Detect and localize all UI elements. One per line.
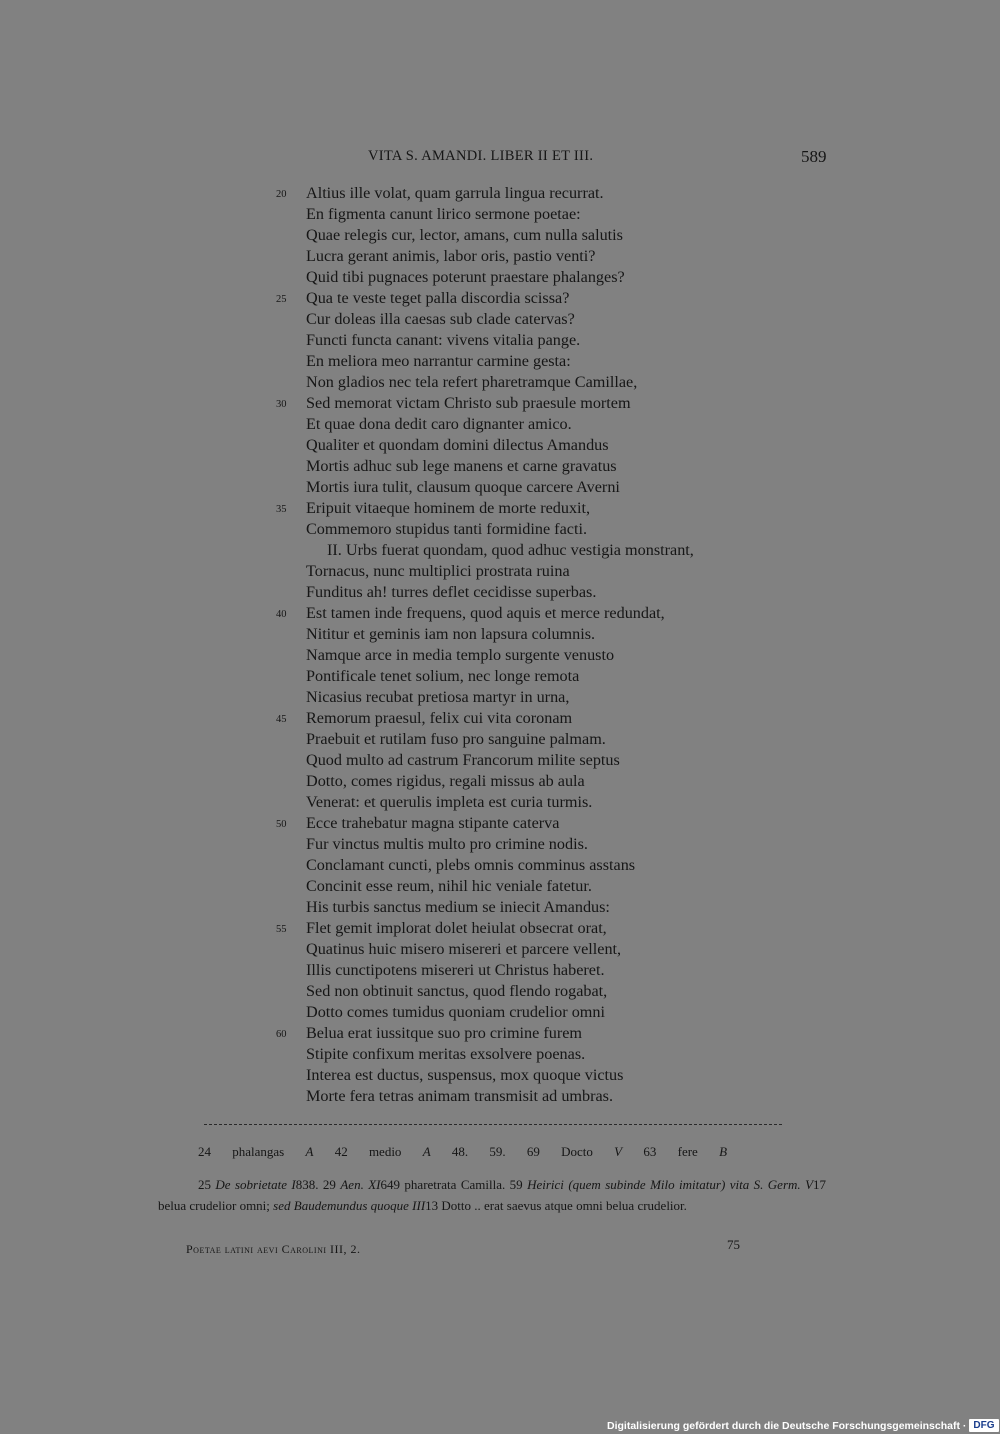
line-number: 55 [276, 924, 287, 935]
verse-line [0, 414, 1000, 435]
verse-line-text: Flet gemit implorat dolet heiulat obsecrat orat, [306, 919, 607, 937]
dfg-credit-text: Digitalisierung gefördert durch die Deutsche Forschungsgemeinschaft · [607, 1419, 967, 1432]
verse-line [0, 1023, 1000, 1044]
verse-line [0, 393, 1000, 414]
verse-line-text: Quae relegis cur, lector, amans, cum nulla salutis [306, 226, 623, 244]
verse-line [0, 897, 1000, 918]
verse-line-text: Remorum praesul, felix cui vita coronam [306, 709, 573, 727]
verse-line [0, 1065, 1000, 1086]
verse-line-text: Qualiter et quondam domini dilectus Amandus [306, 436, 609, 454]
verse-line-text: Mortis iura tulit, clausum quoque carcere Averni [306, 478, 620, 496]
verse-line [0, 855, 1000, 876]
verse-line [0, 561, 1000, 582]
verse-line-text: En meliora meo narrantur carmine gesta: [306, 352, 571, 370]
line-number: 20 [276, 189, 287, 200]
verse-line-text: Tornacus, nunc multiplici prostrata ruina [306, 562, 570, 580]
verse-line-text: Pontificale tenet solium, nec longe remota [306, 667, 580, 685]
page-number: 589 [801, 147, 827, 166]
verse-line-text: Dotto comes tumidus quoniam crudelior omni [306, 1003, 605, 1021]
verse-line-text: En figmenta canunt lirico sermone poetae: [306, 205, 581, 223]
verse-line-text: Morte fera tetras animam transmisit ad umbras. [306, 1087, 614, 1105]
verse-line [0, 624, 1000, 645]
verse-line-text: Eripuit vitaeque hominem de morte reduxit, [306, 499, 591, 517]
line-number: 60 [276, 1029, 287, 1040]
verse-text [0, 183, 1000, 1107]
verse-line [0, 1044, 1000, 1065]
verse-line [0, 750, 1000, 771]
dfg-logo: DFG [969, 1419, 998, 1432]
verse-line-text: Concinit esse reum, nihil hic veniale fatetur. [306, 877, 592, 895]
verse-line-text: Et quae dona dedit caro dignanter amico. [306, 415, 572, 433]
verse-line-text: Quid tibi pugnaces poterunt praestare phalanges? [306, 268, 625, 286]
verse-line [0, 519, 1000, 540]
verse-line-text: Venerat: et querulis impleta est curia turmis. [306, 793, 593, 811]
line-number: 30 [276, 399, 287, 410]
verse-line [0, 183, 1000, 204]
line-number: 25 [276, 294, 287, 305]
verse-line [0, 477, 1000, 498]
line-number: 45 [276, 714, 287, 725]
sheet-number: 75 [727, 1237, 740, 1252]
line-number: 35 [276, 504, 287, 515]
verse-line-text: Est tamen inde frequens, quod aquis et merce redundat, [306, 604, 665, 622]
verse-line [0, 351, 1000, 372]
verse-line [0, 330, 1000, 351]
signature-mark: Poetae latini aevi Carolini III, 2. [186, 1242, 361, 1256]
verse-line-text: Dotto, comes rigidus, regali missus ab aula [306, 772, 585, 790]
verse-line [0, 771, 1000, 792]
verse-line-text: Lucra gerant animis, labor oris, pastio venti? [306, 247, 596, 265]
verse-line-text: Functi functa canant: vivens vitalia pange. [306, 331, 581, 349]
verse-line-text: Funditus ah! turres deflet cecidisse superbas. [306, 583, 597, 601]
source-notes: 25 De sobrietate I838. 29 Aen. XI649 pharetrata Camilla. 59 Heirici (quem subinde Milo imitatur) vita S. Germ. V17 belua crudelior omni; sed Baudemundus quoque III13 Dotto .. erat saevus atque omni belua crudelior. [158, 1177, 827, 1213]
verse-line [0, 876, 1000, 897]
verse-line [0, 939, 1000, 960]
verse-line [0, 918, 1000, 939]
verse-line-text: Praebuit et rutilam fuso pro sanguine palmam. [306, 730, 606, 748]
verse-line [0, 456, 1000, 477]
critical-apparatus: 24 phalangas A 42 medio A 48. 59. 69 Docto V 63 fere B [198, 1144, 728, 1159]
verse-line [0, 204, 1000, 225]
verse-line-text: Quod multo ad castrum Francorum milite septus [306, 751, 620, 769]
line-number: 50 [276, 819, 287, 830]
verse-line-text: Ecce trahebatur magna stipante caterva [306, 814, 560, 832]
verse-line [0, 309, 1000, 330]
verse-line [0, 981, 1000, 1002]
verse-line [0, 645, 1000, 666]
verse-line-text: Altius ille volat, quam garrula lingua recurrat. [306, 184, 604, 202]
verse-line-text: Cur doleas illa caesas sub clade catervas? [306, 310, 575, 328]
verse-line-text: Illis cunctipotens misereri ut Christus haberet. [306, 961, 605, 979]
verse-line-text: His turbis sanctus medium se iniecit Amandus: [306, 898, 610, 916]
verse-line-text: Namque arce in media templo surgente venusto [306, 646, 615, 664]
verse-line [0, 813, 1000, 834]
verse-line [0, 435, 1000, 456]
dfg-credit [607, 1417, 999, 1434]
verse-line [0, 1002, 1000, 1023]
verse-line [0, 960, 1000, 981]
verse-line [0, 834, 1000, 855]
verse-line-text: Non gladios nec tela refert pharetramque Camillae, [306, 373, 638, 391]
verse-line [0, 666, 1000, 687]
verse-line-text: Sed memorat victam Christo sub praesule mortem [306, 394, 631, 412]
line-number: 40 [276, 609, 287, 620]
verse-line [0, 687, 1000, 708]
verse-line-text: Sed non obtinuit sanctus, quod flendo rogabat, [306, 982, 608, 1000]
verse-line [0, 708, 1000, 729]
verse-line [0, 498, 1000, 519]
verse-line [0, 603, 1000, 624]
verse-line [0, 582, 1000, 603]
verse-line [0, 540, 1000, 561]
verse-line-text: Conclamant cuncti, plebs omnis comminus asstans [306, 856, 636, 874]
verse-line-text: Nititur et geminis iam non lapsura columnis. [306, 625, 596, 643]
verse-line-text: Belua erat iussitque suo pro crimine furem [306, 1024, 583, 1042]
verse-line-text: Stipite confixum meritas exsolvere poenas. [306, 1045, 586, 1063]
verse-line-text: Quatinus huic misero misereri et parcere vellent, [306, 940, 622, 958]
verse-line [0, 246, 1000, 267]
verse-line [0, 267, 1000, 288]
verse-line [0, 1086, 1000, 1107]
footnote-divider [204, 1124, 782, 1125]
verse-line-text: Interea est ductus, suspensus, mox quoque victus [306, 1066, 624, 1084]
verse-line-text: Nicasius recubat pretiosa martyr in urna, [306, 688, 570, 706]
verse-line-text: II. Urbs fuerat quondam, quod adhuc vestigia monstrant, [327, 541, 694, 559]
verse-line-text: Mortis adhuc sub lege manens et carne gravatus [306, 457, 617, 475]
verse-line [0, 729, 1000, 750]
verse-line-text: Fur vinctus multis multo pro crimine nodis. [306, 835, 588, 853]
verse-line [0, 225, 1000, 246]
verse-line-text: Commemoro stupidus tanti formidine facti. [306, 520, 587, 538]
verse-line [0, 288, 1000, 309]
verse-line [0, 792, 1000, 813]
running-header: VITA S. AMANDI. LIBER II ET III. [368, 148, 594, 164]
verse-line [0, 372, 1000, 393]
verse-line-text: Qua te veste teget palla discordia scissa? [306, 289, 570, 307]
